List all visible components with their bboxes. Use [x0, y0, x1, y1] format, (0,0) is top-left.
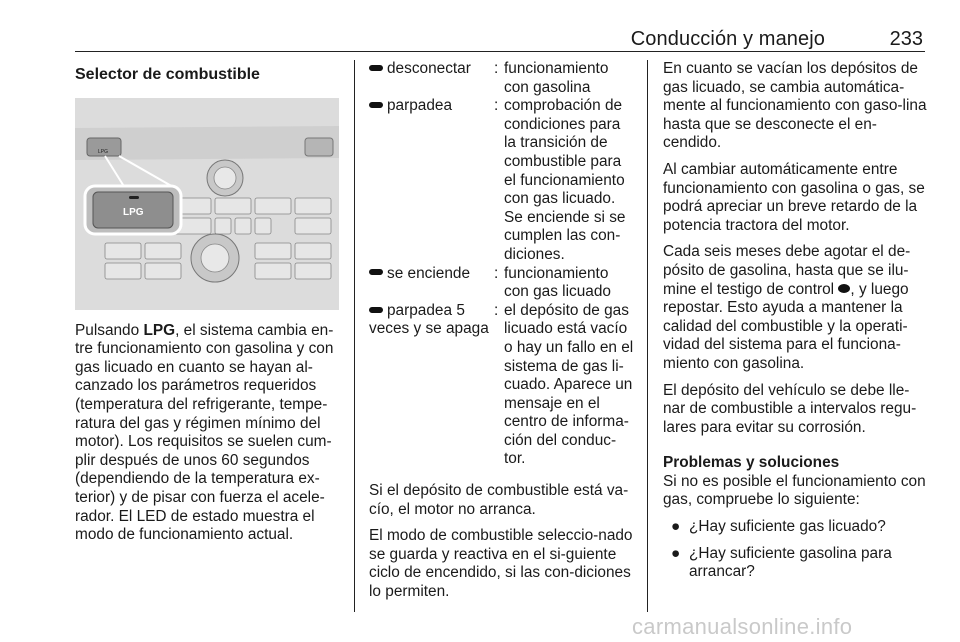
paragraph: Cada seis meses debe agotar el de-pósito de gasolina, hasta que se ilu-mine el testigo de control , y luego repostar. Esto ayuda a mantener la calidad del combustible y la operati-vidad del sistema para el funciona-miento con gasolina. — [663, 243, 911, 372]
watermark: carmanualsonline.info — [632, 614, 853, 639]
intro-paragraph: Pulsando LPG, el sistema cambia en-tre funcionamiento con gasolina y con gas licuado en cuanto se hayan al-canzado los parámetros requeridos (temperatura del refrigerante, tempe-ratura del gas y régimen mínimo del motor). Los requisitos se suelen cum-plir después de unos 60 segundos (dependiendo de la temperatura ex-terior) y de pisar con fuerza el acele-rador. El LED de estado muestra el modo de funcionamiento actual. — [75, 321, 334, 544]
column-divider — [647, 60, 648, 612]
led-icon — [369, 269, 383, 275]
lpg-button-label: LPG — [123, 206, 144, 218]
console-drawing — [75, 98, 339, 310]
lpg-button-small-label: LPG — [98, 148, 109, 155]
section-title: Selector de combustible — [75, 66, 260, 83]
paragraph: Si el depósito de combustible está va-cío, el motor no arranca. — [369, 482, 629, 518]
list-item: ● ¿Hay suficiente gas licuado? — [663, 518, 929, 537]
lpg-keyword: LPG — [143, 321, 176, 339]
page-number: 233 — [889, 28, 923, 50]
column-1 — [75, 60, 341, 545]
table-row: se enciende : funcionamiento con gas licuado — [369, 265, 635, 302]
list-item: ● ¿Hay suficiente gasolina para arrancar? — [663, 545, 929, 582]
led-icon — [369, 307, 383, 313]
table-row: parpadea : comprobación de condiciones para la transición de combustible para el funcionamiento con gas licuado. Se enciende si se cumplen las con-diciones. — [369, 97, 635, 264]
bullet-icon: ● — [671, 544, 681, 562]
column-divider — [354, 60, 355, 612]
paragraph: El modo de combustible seleccio-nado se guarda y reactiva en el si-guiente ciclo de encendido, si las con-diciones lo permiten. — [369, 527, 633, 601]
paragraph: El depósito del vehículo se debe lle-nar de combustible a intervalos regu-lares para evitar su corrosión. — [663, 381, 917, 436]
warning-lamp-icon — [838, 284, 850, 293]
led-icon — [369, 65, 383, 71]
bullet-icon: ● — [671, 518, 681, 536]
lpg-button-illustration — [75, 98, 339, 310]
table-row: parpadea 5 veces y se apaga : el depósito de gas licuado está vacío o hay un fallo en el sistema de gas li-cuado. Aparece un mensaje en el centro de informa-ción del conduc-tor. — [369, 301, 634, 468]
paragraph: Al cambiar automáticamente entre funcionamiento con gasolina o gas, se podrá apreciar un breve retardo de la potencia tractora del motor. — [663, 160, 925, 234]
led-icon — [369, 102, 383, 108]
chapter-title: Conducción y manejo — [630, 28, 825, 50]
page-header — [75, 22, 925, 52]
led-status-table — [369, 60, 635, 469]
subsection-title: Problemas y soluciones — [663, 454, 840, 472]
column-2 — [369, 60, 635, 602]
status-led — [129, 196, 139, 199]
column-3 — [663, 60, 929, 582]
table-row: desconectar : funcionamiento con gasolina — [369, 60, 635, 97]
paragraph: Si no es posible el funcionamiento con gas, compruebe lo siguiente: — [663, 472, 926, 509]
paragraph: En cuanto se vacían los depósitos de gas licuado, se cambia automática-mente al funcionamiento con gaso-lina hasta que se desconecte el en-cendido. — [663, 60, 927, 152]
